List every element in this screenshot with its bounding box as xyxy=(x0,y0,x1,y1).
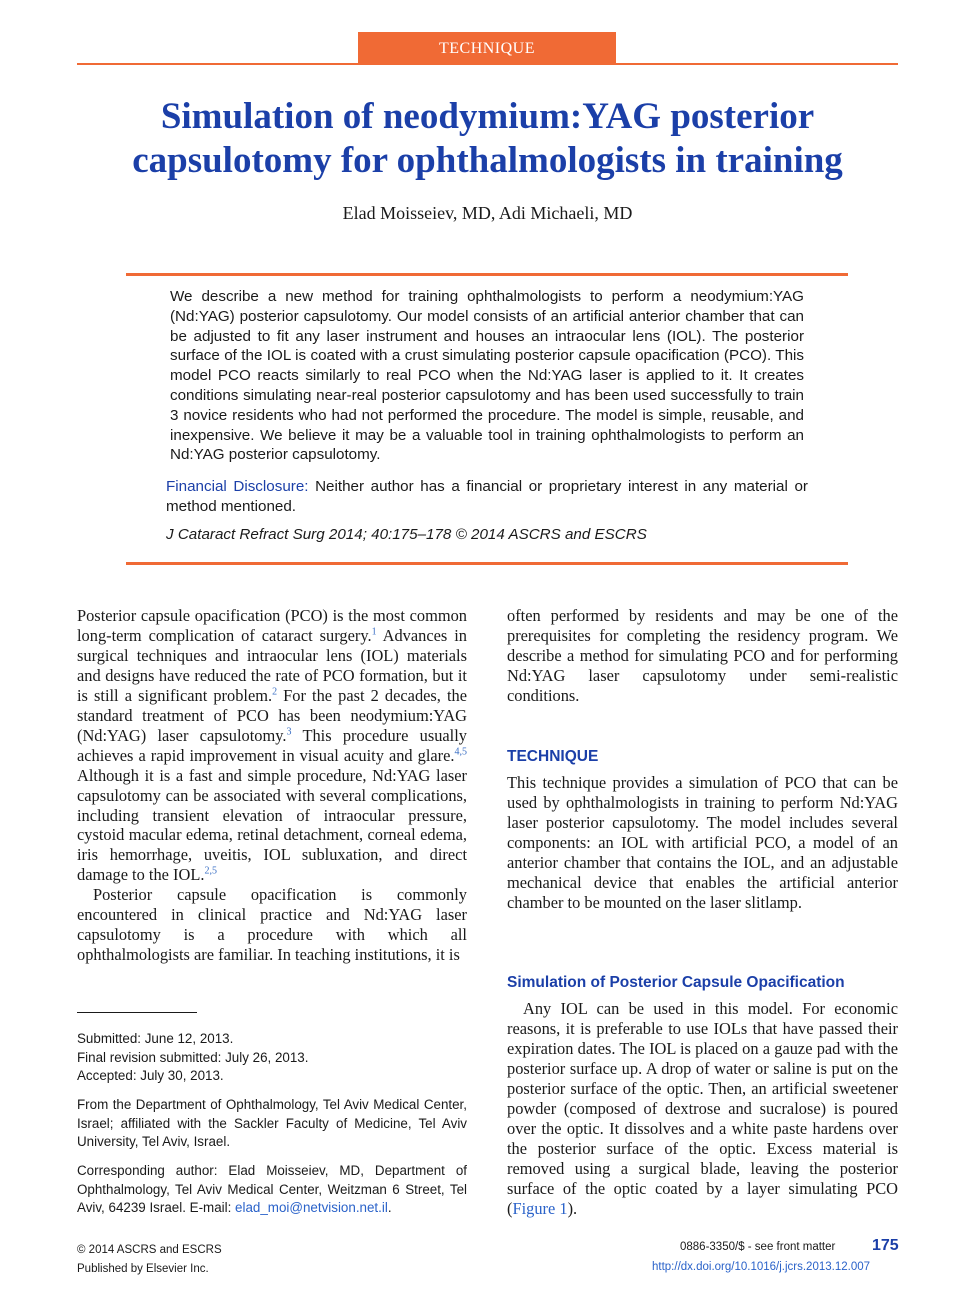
intro-paragraph-1: Posterior capsule opacification (PCO) is the most common long-term complication of cataract surgery.$^1$ Advances in surgical techniques and intraocular lens (IOL) materials and designs have reduced the rate of PCO formation, but it is still a significant problem.$^2$ For the past 2 decades, the standard treatment of PCO has been neodymium:YAG (Nd:YAG) laser capsulotomy.$^3$ This procedure usually achieves a rapid improvement in visual acuity and glare.$^{4,5}$ Although it is a fast and simple procedure, Nd:YAG laser capsulotomy can be associated with several complications, including transient elevation of intraocular pressure, cystoid macular edema, retinal detachment, corneal edema, iris hemorrhage, uveitis, IOL subluxation, and direct damage to the IOL.$^{2,5}$ xyxy=(77,606,467,885)
article-authors: Elad Moisseiev, MD, Adi Michaeli, MD xyxy=(342,203,633,223)
figure-1-link[interactable]: Figure 1 xyxy=(512,1198,568,1218)
corresponding-author: Corresponding author: Elad Moisseiev, MD, Department of Ophthalmology, Tel Aviv Medical Center, Weitzman 6 Street, Tel Aviv, 64239 Israel. E-mail: elad_moi@netvision.net.il. xyxy=(77,1163,467,1215)
ref-link[interactable]: 1 xyxy=(371,626,377,638)
copyright: © 2014 ASCRS and ESCRS xyxy=(77,1244,222,1256)
disclosure-text: Neither author has a financial or proprietary interest in any material or method mentioned. xyxy=(166,478,808,515)
doi-link[interactable]: http://dx.doi.org/10.1016/j.jcrs.2013.12.007 xyxy=(652,1261,871,1273)
simulation-paragraph: Any IOL can be used in this model. For economic reasons, it is preferable to use IOLs that have passed their expiration dates. The IOL is placed on a gauze pad with the posterior surface up. A drop of water or saline is put on the posterior surface of the optic. Then, an artificial sweetener powder (composed of dextrose and sucralose) is poured over the optic. It dissolves and a white paste hardens over the posterior surface of the optic. Excess material is removed using a surgical blade, leaving the posterior surface of the optic coated by a layer simulating PCO (Figure 1). xyxy=(507,999,898,1218)
intro-paragraph-2-start: Posterior capsule opacification is commonly encountered in clinical practice and Nd:YAG laser capsulotomy is a procedure with which all ophthalmologists are familiar. In teaching institutions, it is xyxy=(77,885,467,965)
publisher: Published by Elsevier Inc. xyxy=(77,1262,209,1275)
financial-disclosure xyxy=(166,477,808,517)
ref-link[interactable]: 4,5 xyxy=(454,746,467,758)
journal-citation: J Cataract Refract Surg 2014; 40:175–178 © 2014 ASCRS and ESCRS xyxy=(166,526,647,543)
page-number: 175 xyxy=(872,1237,899,1254)
section-tag: TECHNIQUE xyxy=(358,32,616,65)
abstract: We describe a new method for training ophthalmologists to perform a neodymium:YAG (Nd:YAG) posterior capsulotomy. Our model consists of an artificial anterior chamber that can be adjusted to fit any laser instrument and houses an intraocular lens (IOL). The posterior surface of the IOL is coated with a crust simulating posterior capsule opacification (PCO). This model PCO reacts similarly to real PCO when the Nd:YAG laser is applied to it. It creates conditions simulating near-real posterior capsulotomy and has been used successfully to train 3 novice residents who had not performed the procedure. The model is simple, reusable, and inexpensive. We believe it may be a valuable tool in training ophthalmologists to perform an Nd:YAG posterior capsulotomy. xyxy=(170,288,804,464)
submission-dates: Submitted: June 12, 2013. Final revision submitted: July 26, 2013. Accepted: July 30, 2013. xyxy=(77,1031,309,1083)
abstract-top-rule xyxy=(126,273,848,276)
disclosure-label: Financial Disclosure: xyxy=(166,478,309,495)
article-title: Simulation of neodymium:YAG posterior capsulotomy for ophthalmologists in training xyxy=(132,96,843,181)
footnote-rule xyxy=(77,1012,197,1013)
simulation-subheading: Simulation of Posterior Capsule Opacification xyxy=(507,974,845,991)
abstract-bottom-rule xyxy=(126,562,848,565)
footer-publisher-info xyxy=(77,1241,222,1278)
technique-heading: TECHNIQUE xyxy=(507,748,599,765)
technique-paragraph: This technique provides a simulation of PCO that can be used by ophthalmologists in training to perform Nd:YAG laser posterior capsulotomy. The model includes several components: an IOL with artificial PCO, a model of an anterior chamber that contains the IOL, and an adjustable mechanical device that enables the artificial anterior chamber to be mounted on the laser slitlamp. xyxy=(507,773,898,912)
left-column-body xyxy=(77,606,467,965)
issn: 0886-3350/$ - see front matter xyxy=(680,1241,836,1253)
ref-link[interactable]: 2,5 xyxy=(204,865,217,877)
affiliation-note: From the Department of Ophthalmology, Tel Aviv Medical Center, Israel; affiliated with the Sackler Faculty of Medicine, Tel Aviv University, Tel Aviv, Israel. xyxy=(77,1097,467,1149)
ref-link[interactable]: 3 xyxy=(286,726,292,738)
email-link[interactable]: elad_moi@netvision.net.il xyxy=(235,1200,388,1215)
ref-link[interactable]: 2 xyxy=(272,686,278,698)
intro-paragraph-2-continued: often performed by residents and may be one of the prerequisites for completing the residency program. We describe a method for simulating PCO and for performing Nd:YAG laser capsulotomy under semi-realistic conditions. xyxy=(507,606,898,705)
